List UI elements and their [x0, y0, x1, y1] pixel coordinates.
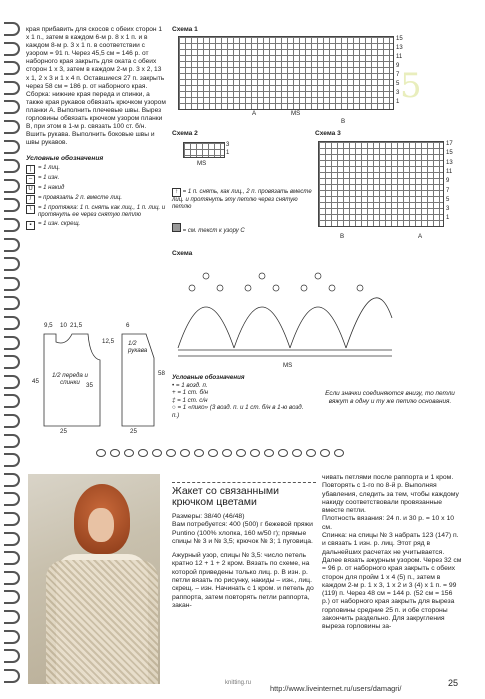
yarn-dot-icon	[222, 449, 232, 457]
binding-ring	[4, 532, 20, 546]
binding-ring	[4, 238, 20, 252]
dim-10: 10	[60, 322, 67, 329]
scallop-arc	[346, 298, 392, 348]
crochet-schema-title: Схема	[172, 250, 193, 257]
dim-58: 58	[158, 370, 165, 377]
legend-item	[26, 221, 166, 230]
binding-ring	[4, 61, 20, 75]
front-back-label: 1/2 переда и спинки	[51, 372, 88, 386]
schema2-legend-1: ↑ = 1 п. снять, как лиц., 2 п. провязать вместе лиц. и протянуть эту петлю через снятую петлю	[172, 189, 312, 211]
yarn-dot-icon	[264, 449, 274, 457]
row-number: 1	[446, 215, 450, 222]
model-photo	[28, 474, 160, 684]
binding-ring	[4, 394, 20, 408]
page-number: 25	[448, 678, 459, 688]
row-number: 17	[446, 141, 453, 147]
binding-ring	[4, 81, 20, 95]
schema2-row-1: 1	[226, 150, 230, 156]
yarn-dot-icon	[306, 449, 316, 457]
crochet-legend-item: ‡ = 1 ст. с/н	[172, 396, 208, 404]
legend-title: Условные обозначения	[26, 155, 104, 163]
schema2-title: Схема 2	[172, 130, 198, 137]
left-column	[26, 26, 166, 230]
stitch-symbol-icon: |	[26, 165, 35, 174]
crochet-scallop-diagram	[172, 258, 396, 368]
schema3-grid	[318, 141, 444, 227]
slip-stitch-icon: ↑	[172, 188, 181, 197]
scallop-arc	[234, 307, 290, 348]
row-number: 11	[446, 168, 453, 175]
gauge: Плотность вязания: 24 п. и 30 р. = 10 х 10 см.	[322, 515, 455, 531]
legend-text: = 1 изн.	[38, 174, 60, 181]
stitch-symbol-icon: \	[26, 205, 35, 214]
legend-item	[26, 175, 166, 184]
schema2-grid	[183, 142, 225, 158]
row-number: 13	[396, 45, 403, 51]
binding-ring	[4, 140, 20, 154]
dim-9-5: 9,5	[44, 322, 53, 329]
binding-ring	[4, 414, 20, 428]
legend-list	[26, 165, 166, 230]
row-number: 1	[396, 99, 400, 105]
binding-ring	[4, 610, 20, 624]
schema1-label-b: B	[341, 118, 346, 125]
schema1-grid	[178, 36, 394, 110]
instructions-paragraph: края прибавить для скосов с обеих сторон 1 х 1 п., затем в каждом 6-м р. 8 х 1 п. и в каждом 8-м р. 3 х 1 п. в соответствии с узором = 91 п. Через 45,5 см = 146 р. от наборного края закрыть для оката с обеих сторон 1 х 3, затем в каждом 2-м р. 3 х 2, 13 х 1, 2 х 3 и 1 х 4 п. Оставшиеся 27 п. закрыть через 58 см = 186 р. от наборного края.	[26, 26, 165, 90]
binding-ring	[4, 179, 20, 193]
stitch-symbol-icon: –	[26, 175, 35, 184]
assembly-paragraph: Сборка: нижние края переда и спинки, а также края рукавов обвязать крючком узором планки A. Выполнить плечевые швы. Вырез горловины обвязать крючком узором планки B, при этом в 1-м р. связать 100 ст. б/н. Вшить рукава. Выполнить боковые швы и швы рукавов.	[26, 90, 166, 147]
binding-ring	[4, 571, 20, 585]
row-number: 9	[396, 63, 400, 69]
dim-21-5: 21,5	[70, 322, 83, 329]
schema2-legend-2: = см. текст к узору C	[172, 223, 312, 235]
yarn-dot-icon	[110, 449, 120, 457]
binding-ring	[4, 551, 20, 565]
row-number: 7	[396, 72, 400, 78]
row-number: 3	[396, 90, 400, 96]
row-number: 9	[446, 178, 450, 185]
binding-ring	[4, 277, 20, 291]
scallop-arc	[290, 307, 346, 348]
row-number: 15	[396, 36, 403, 42]
article-middle-column	[172, 513, 316, 610]
yarn-dot-icon	[320, 449, 330, 457]
section-divider	[96, 447, 466, 459]
schema3-label-a: A	[418, 233, 423, 240]
schema1-title: Схема 1	[172, 26, 198, 33]
article-right-column	[322, 474, 462, 632]
back-instructions: Спинка: на спицы № 3 набрать 123 (147) п. и связать 1 изн. р. лиц. Этот ряд в дальнейших расчетах не учитывается. Далее вязать ажурным узором. Через 32 см = 96 р. от наборного края закрыть с обеих сторон для пройм 1 х 4 (5) п., затем в каждом 2-м р. 1 х 3, 1 х 2 и 3 (4) х 1 п. = 99 (119) п. Через 48 см = 144 р. (52 см = 156 р.) от наборного края закрыть для выреза горловины средние 25 п. и обе стороны закончить раздельно. Для закругления выреза горловины за-	[322, 532, 462, 631]
dim-6: 6	[126, 322, 130, 329]
yarn-dot-icon	[152, 449, 162, 457]
binding-ring	[4, 159, 20, 173]
schema2-label-ms: MS	[197, 160, 207, 167]
binding-ring	[4, 355, 20, 369]
binding-ring	[4, 296, 20, 310]
crochet-legend	[172, 374, 312, 420]
stitch-symbol-icon: /	[26, 195, 35, 204]
yarn-dot-icon	[334, 449, 344, 457]
binding-ring	[4, 492, 20, 506]
crochet-note: Если значки соединяются внизу, то петли вяжут в одну и ту же петлю основания.	[325, 390, 455, 405]
decorative-number: 5	[400, 66, 422, 106]
yarn-dot-icon	[138, 449, 148, 457]
crochet-legend-title: Условные обозначения	[172, 374, 245, 381]
yarn-dot-icon	[180, 449, 190, 457]
legend-text: = провязать 2 п. вместе лиц.	[38, 194, 123, 201]
binding-ring	[4, 120, 20, 134]
binding-ring	[4, 630, 20, 644]
dim-25-sleeve: 25	[130, 428, 137, 435]
pattern-pieces	[26, 318, 176, 438]
dim-12-5: 12,5	[102, 338, 115, 345]
binding-ring	[4, 512, 20, 526]
yarn-dot-icon	[124, 449, 134, 457]
model-face	[88, 508, 114, 542]
binding-ring	[4, 590, 20, 604]
schema2-row-3: 3	[226, 142, 230, 148]
crochet-legend-item: + = 1 ст. б/н	[172, 389, 209, 397]
legend-item	[26, 185, 166, 194]
binding-ring	[4, 434, 20, 448]
legend-item	[26, 205, 166, 220]
article-title: Жакет со связанными крючком цветами	[172, 482, 316, 508]
yarn-dot-icon	[236, 449, 246, 457]
stitch-symbol-icon: U	[26, 185, 35, 194]
lace-pattern-text: Ажурный узор, спицы № 3,5: число петель кратно 12 + 1 + 2 кром. Вязать по схеме, на которой приведены только лиц. р. В изн. р. петли вязать по рисунку, накиды – изн., лиц. скрещ. – изн. Начинать с 1 кром. и петель до раппорта, затем повторять петли раппорта, закан-	[172, 552, 314, 609]
schema1-label-ms: MS	[291, 110, 301, 117]
grey-square-icon	[172, 223, 181, 232]
row-number: 15	[446, 150, 453, 157]
legend-text: = 1 накид	[38, 184, 65, 191]
knitted-jacket	[46, 560, 158, 684]
crochet-label-ms: MS	[283, 362, 293, 369]
binding-ring	[4, 198, 20, 212]
row-number: 3	[446, 206, 450, 213]
row-number: 5	[446, 196, 450, 203]
legend-text: = 1 лиц.	[38, 164, 60, 171]
binding-ring	[4, 42, 20, 56]
binding-ring	[4, 473, 20, 487]
yarn-dot-icon	[208, 449, 218, 457]
legend-text: = 1 изн. скрещ.	[38, 220, 81, 227]
sizes: Размеры: 38/40 (46/48)	[172, 513, 245, 520]
yarn-dot-icon	[250, 449, 260, 457]
scallop-arc	[178, 307, 234, 348]
binding-ring	[4, 218, 20, 232]
binding-ring	[4, 316, 20, 330]
binding-ring	[4, 453, 20, 467]
dim-45: 45	[32, 378, 39, 385]
dim-35: 35	[86, 382, 93, 389]
binding-ring	[4, 22, 20, 36]
row-number: 5	[396, 81, 400, 87]
yarn-dot-icon	[166, 449, 176, 457]
schema1-label-a: A	[252, 110, 257, 117]
stitch-symbol-icon: ▪	[26, 221, 35, 230]
legend-text: = 1 протяжка: 1 п. снять как лиц., 1 п. лиц. и протянуть ее через снятую петлю	[38, 204, 166, 219]
binding-ring	[4, 257, 20, 271]
yarn-dot-icon	[194, 449, 204, 457]
row-number: 13	[446, 159, 453, 166]
spiral-binding	[0, 0, 24, 699]
binding-ring	[4, 669, 20, 683]
row-number: 7	[446, 187, 450, 194]
yarn-dot-icon	[278, 449, 288, 457]
sleeve-label: 1/2 рукава	[128, 340, 148, 354]
crochet-legend-item: ○ = 1 «пико» (3 возд. п. и 1 ст. б/н в 1-ю возд. п.)	[172, 404, 304, 419]
row-number: 11	[396, 54, 403, 60]
binding-ring	[4, 100, 20, 114]
pattern-continuation: чивать петлями после раппорта и 1 кром. Повторять с 1-го по 8-й р. Выполняя убавления, следить за тем, чтобы каждому накиду соответствовали провязанные вместе петли.	[322, 474, 459, 515]
binding-ring	[4, 375, 20, 389]
yarn-dot-icon	[96, 449, 106, 457]
legend-item	[26, 195, 166, 204]
materials: Вам потребуется: 400 (500) г бежевой пряжи Puntino (100% хлопка, 160 м/50 г); прямые спицы № 3 и № 3,5; крючок № 3; 1 пуговица.	[172, 521, 313, 545]
crochet-legend-item: • = 1 возд. п.	[172, 381, 208, 389]
yarn-dot-icon	[292, 449, 302, 457]
legend-item	[26, 165, 166, 174]
brand-mark: knitting.ru	[225, 680, 252, 686]
binding-ring	[4, 336, 20, 350]
binding-ring	[4, 649, 20, 663]
schema3-title: Схема 3	[315, 130, 341, 137]
schema3-label-b: B	[340, 233, 345, 240]
dim-25-front: 25	[60, 428, 67, 435]
source-url[interactable]: http://www.liveinternet.ru/users/damagri/	[270, 684, 402, 693]
